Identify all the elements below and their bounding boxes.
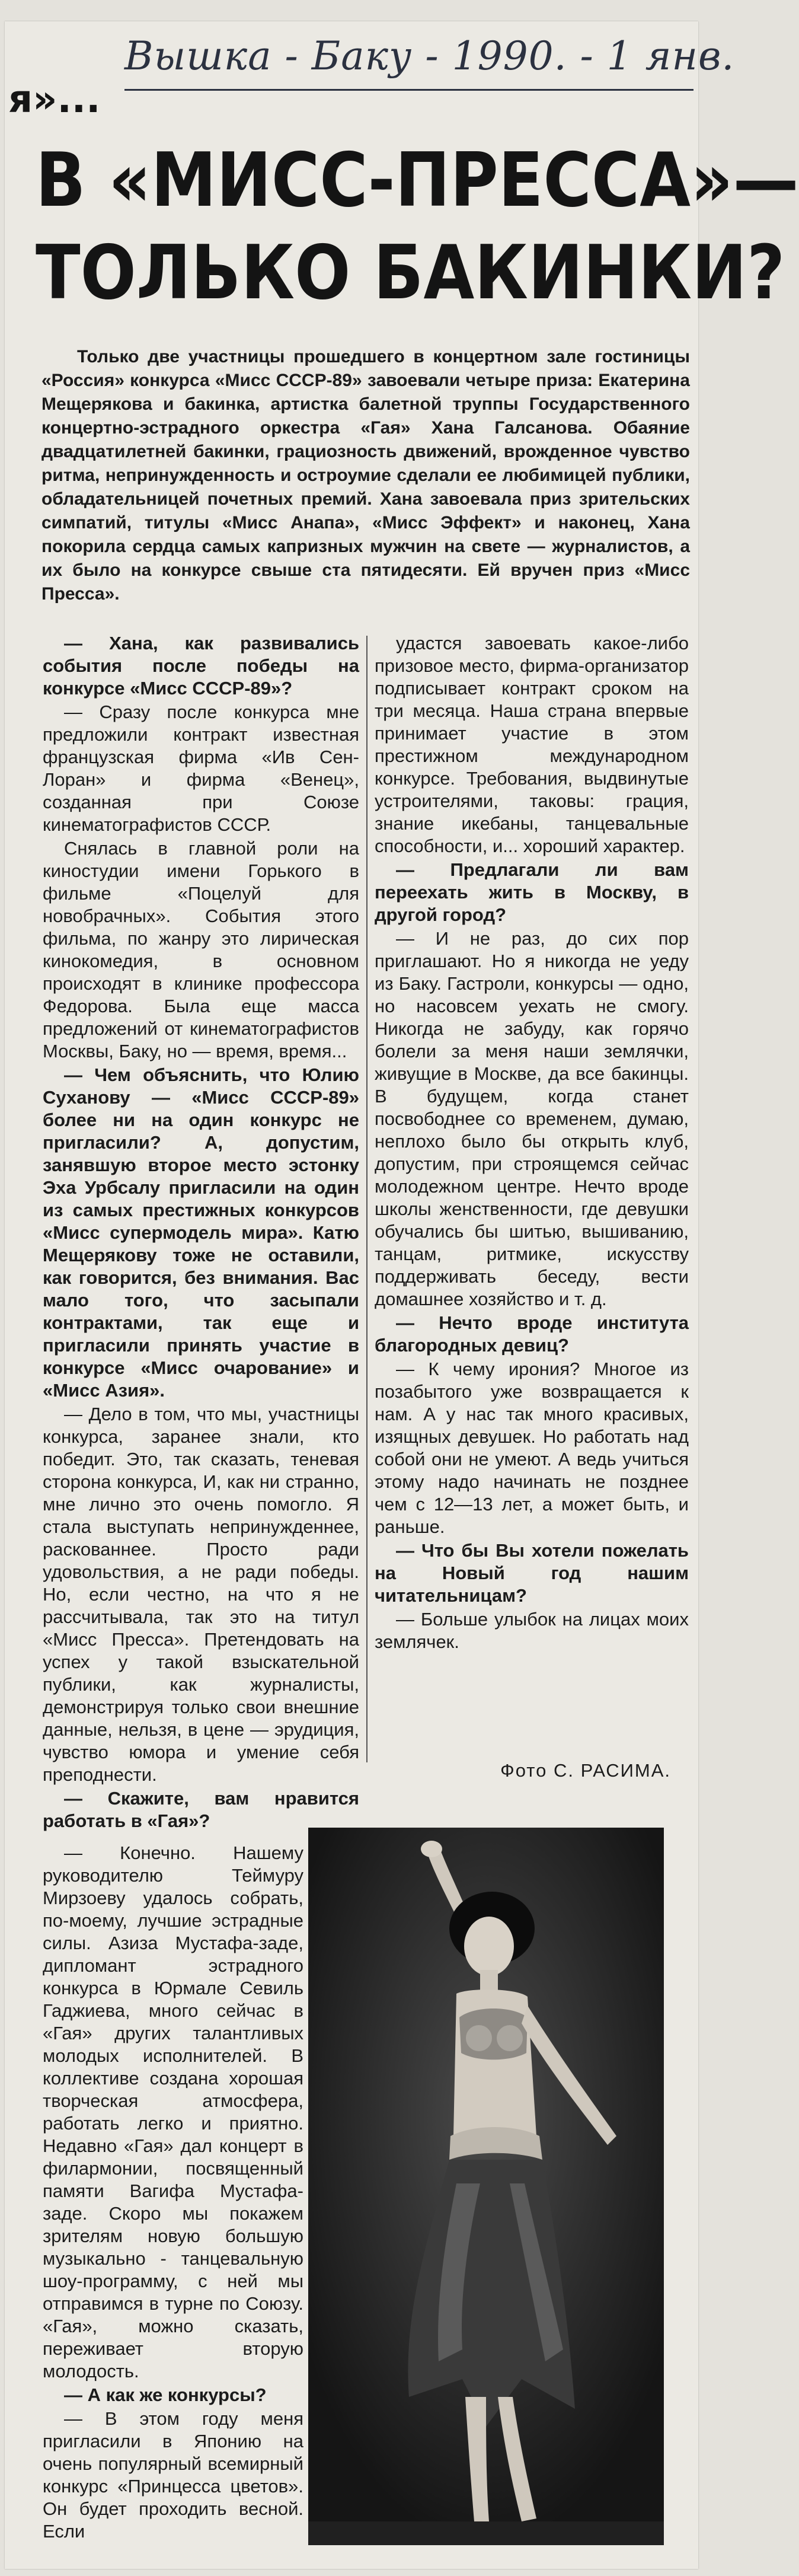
interview-answer: — Конечно. Нашему руководителю Теймуру Мирзоеву удалось собрать, по-моему, лучшие эстрадные силы. Азиза Мустафа-заде, дипломант эстрадного конкурса в Юрмале Севиль Гаджиева, много сейчас в «Гая» других талантливых молодых исполнителей. В коллективе создана хорошая творческая атмосфера, работать легко и приятно. Недавно «Гая» дал концерт в филармонии, посвященный памяти Вагифа Мустафа-заде. Скоро мы покажем зрителям новую большую музыкально - танцевальную шоу-программу, с ней мы отправимся в турне по Союзу. «Гая», можно сказать, переживает вторую молодость.	[43, 1842, 303, 2381]
handwritten-source-note: Вышка - Баку - 1990. - 1 янв.	[124, 24, 693, 91]
interview-answer: удастся завоевать какое-либо призовое место, фирма-организатор подписывает контракт сроком на три месяца. Наша страна впервые принимает участие в этом престижном международном конкурсе. Требования, выдвинутые устроителями, таковы: грация, знание икебаны, танцевальные способности, и... хороший характер.	[375, 633, 689, 856]
interview-answer: — Сразу после конкурса мне предложили контракт известная французская фирма «Ив Сен-Лоран» и фирма «Венец», созданная при Союзе кинематографистов СССР.	[43, 702, 359, 835]
interview-answer: — Больше улыбок на лицах моих землячек.	[375, 1609, 689, 1652]
headline	[36, 134, 799, 319]
interview-question: — Что бы Вы хотели пожелать на Новый год нашим читательницам?	[375, 1540, 689, 1606]
interview-question: — Чем объяснить, что Юлию Суханову — «Мисс СССР-89» более ни на один конкурс не пригласили? А, допустим, занявшую второе место эстонку Эха Урбсалу пригласили на один из самых престижных конкурсов «Мисс супермодель мира». Катю Мещерякову тоже не оставили, как говорится, без внимания. Вас мало того, что засыпали контрактами, так еще и пригласили принять участие в конкурсе «Мисс очарование» и «Мисс Азия».	[43, 1064, 359, 1401]
interview-answer: — И не раз, до сих пор приглашают. Но я никогда не уеду из Баку. Гастроли, конкурсы — одно, но насовсем уехать не смогу. Никогда не забуду, как горячо болели за меня наши землячки, живущие в Москве, да все бакинцы. В будущем, когда станет посвободнее со временем, думаю, неплохо было бы открыть клуб, допустим, при строящемся сейчас молодежном центре. Нечто вроде школы женственности, где девушки обучались бы шитью, вышиванию, танцам, ритмике, искусству поддерживать беседу, вести домашнее хозяйство и т. д.	[375, 928, 689, 1309]
interview-question: — А как же конкурсы?	[64, 2384, 267, 2405]
interview-answer: Снялась в главной роли на киностудии имени Горького в фильме «Поцелуй для новобрачных». События этого фильма, по жанру это лирическая кинокомедия, в основном происходят в клинике профессора Федорова. Была еще масса предложений от кинематографистов Москвы, Баку, но — время, время...	[43, 838, 359, 1061]
dancer-illustration	[308, 1828, 664, 2545]
headline-line-1: В «МИСС-ПРЕССА»—	[36, 136, 799, 224]
interview-answer: — В этом году меня пригласили в Японию на очень популярный всемирный конкурс «Принцесса цветов». Он будет проходить весной. Если	[43, 2408, 303, 2542]
lead-paragraph: Только две участницы прошедшего в концертном зале гостиницы «Россия» конкурса «Мисс СССР-89» завоевали четыре приза: Екатерина Мещерякова и бакинка, артистка балетной труппы Государственного концертно-эстрадного оркестра «Гая» Хана Галсанова. Обаяние двадцатилетней бакинки, грациозность движений, врожденное чувство ритма, непринужденность и остроумие сделали ее любимицей публики, обладательницей почетных премий. Хана завоевала приз зрительских симпатий, титулы «Мисс Анапа», «Мисс Эффект» и наконец, Хана покорила сердца самых капризных мужчин на свете — журналистов, а их было на конкурсе свыше ста пятидесяти. Ей вручен приз «Мисс Пресса».	[41, 347, 690, 604]
interview-answer: — К чему ирония? Многое из позабытого уже возвращается к нам. А у нас так много красивых, изящных девушек. Но работать над собой они не умеют. А ведь учиться этому надо начинать не позднее чем с 12—13 лет, а может быть, и раньше.	[375, 1359, 689, 1537]
interview-column-left-lower	[43, 1842, 303, 2542]
interview-column-right	[375, 632, 689, 1747]
column-divider	[366, 636, 367, 1762]
interview-question: — Скажите, вам нравится работать в «Гая»?	[43, 1788, 359, 1831]
interview-answer: — Дело в том, что мы, участницы конкурса, заранее знали, кто победит. Это, так сказать, теневая сторона конкурса, И, как ни странно, мне лично это очень помогло. Я стала выступать непринужденнее, раскованнее. Просто ради удовольствия, а не ради победы. Но, если честно, на что я не рассчитывала, так это на титул «Мисс Пресса». Претендовать на успех у такой взыскательной публики, как журналисты, демонстрируя только свои внешние данные, нельзя, в цене — эрудиция, чувство юмора и умение себя преподнести.	[43, 1404, 359, 1785]
headline-line-2: ТОЛЬКО БАКИНКИ?	[36, 229, 785, 316]
interview-question: — Предлагали ли вам переехать жить в Москву, в другой город?	[375, 859, 689, 925]
interview-question: — Хана, как развивались события после победы на конкурсе «Мисс СССР-89»?	[43, 633, 359, 699]
interview-question: — Нечто вроде института благородных девиц?	[375, 1312, 689, 1356]
photo-credit: Фото С. РАСИМА.	[500, 1760, 671, 1781]
interview-column-left	[43, 632, 359, 1831]
kicker-text: я»...	[8, 78, 101, 122]
dancer-photo	[308, 1828, 664, 2545]
